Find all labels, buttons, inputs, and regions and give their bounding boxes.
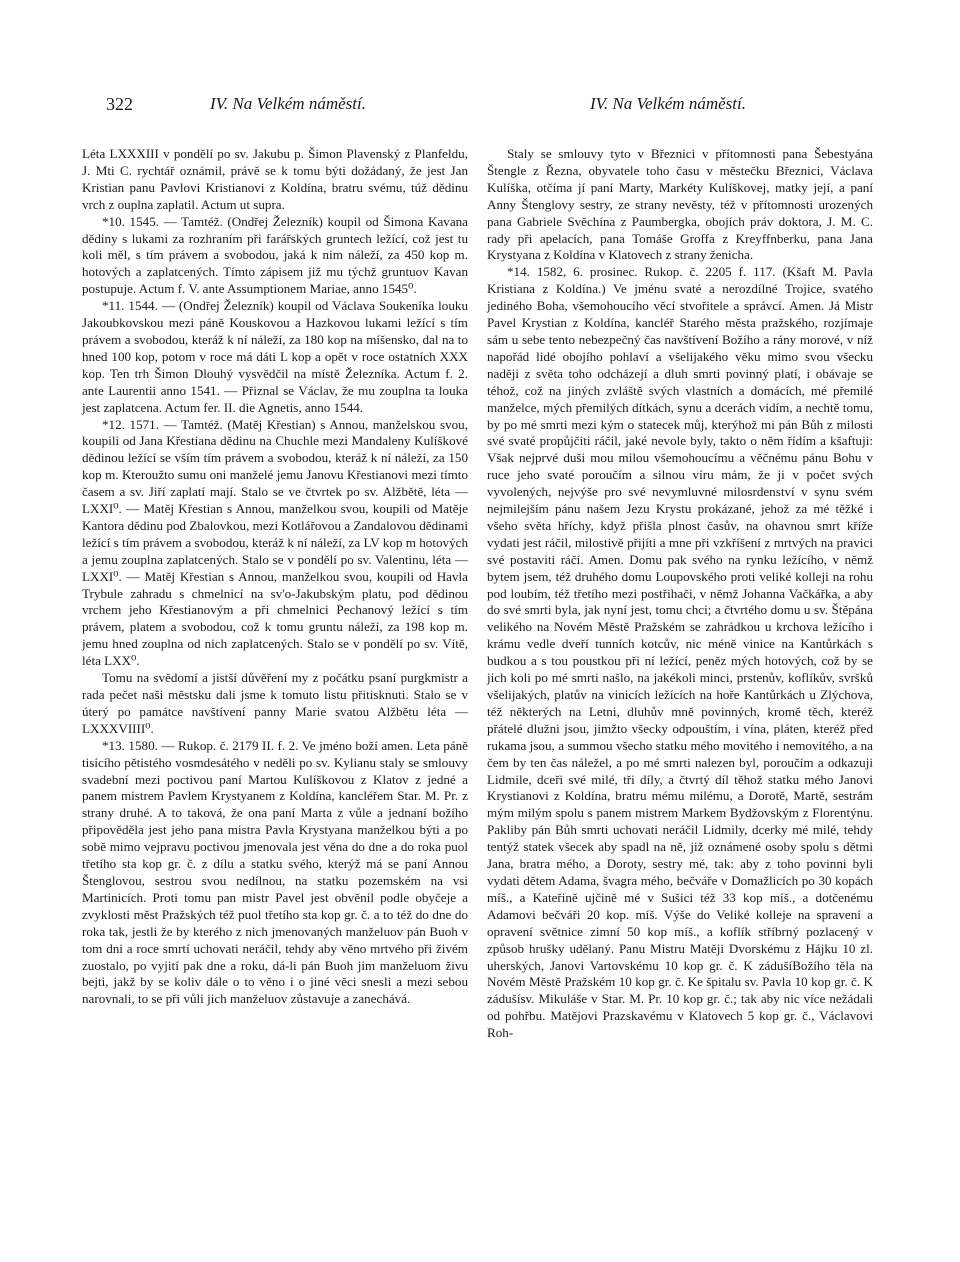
paragraph: *13. 1580. — Rukop. č. 2179 II. f. 2. Ve jméno boží amen. Leta páně tisícího pětistého vosmdesátého v neděli po sv. Kylianu staly se smlouvy svadební mezi poctivou paní Martou Kulíškovou z Klatov z jedné a panem mistrem Pavlem Krystyanem z Koldína, kancléřem Star. M. Pr. z strany druhé. A to taková, že ona paní Marta z vůle a jednaní božího připověděla jest jeho pana mistra Pavla Krystyana manželkou býti a po sobě mimo vejpravu poctivou jmenovala jest věna do dne a do roka puol třetího sta kop gr. č. z dílu a statku svého, kterýž má se paní Annou Štenglovou, sestrou svou nedílnou, na statku pozemském na vsi Martinicích. Proti tomu pan mistr Pavel jest obvěnil podle obyčeje a zvyklosti měst Pražských též puol třetího sta kop gr. č. a to též do dne do roka tak, jestli že by kterého z nich jmenovaných manželuov pán Buoh v tom dni a roce smrtí uchovati neráčil, tehdy aby věno mrtvého při živém zuostalo, po vyjití pak dne a roku, dá-li pán Buoh jim manželuom živu bejti, jakž by se koliv dále o to věno i o jiné věci snesli a mezi sebou narovnali, to se při vůli jich manželuov zůstavuje a zanechává. <box>82 737 468 1007</box>
page-number: 322 <box>106 94 133 114</box>
paragraph: Tomu na svědomí a jistší důvěření my z počátku psaní purgkmistr a rada pečet naši městsku dali jsme k tomuto listu přitisknuti. Stalo se v úterý po památce navštívení panny Marie svatou Alžbětu léta — LXXXVIIII⁰. <box>82 670 468 736</box>
paragraph: *12. 1571. — Tamtéž. (Matěj Křestian) s Annou, manželskou svou, koupili od Jana Křestiana dědinu na Chuchle mezi Mandaleny Kulíškové dědinou ležící se vším tím právem a svobodou, kteráž k ní náleží, za 150 kop m. Kteroužto sumu oni manželé jemu Janovu Křestianovi mezi tímto časem a sv. Jiří zaplatí mají. Stalo se ve čtvrtek po sv. Alžbětě, léta — LXXI⁰. — Matěj Křestian s Annou, manželkou svou, koupili od Matěje Kantora dědinu pod Zbalovkou, mezi Kotlářovou a Zandalovou dědinami ležící s tím právem a svobodou, kteráž k ní náleží, za LV kop m hotových a jemu zouplna zaplatcených. Stalo se v pondělí po sv. Valentinu, léta — LXXI⁰. — Matěj Křestian s Annou, manželkou svou, koupili od Havla Trybule zahradu s chmelnicí na sv'o-Jakubským platu, pod dědinou vrchem jeho Křestianovým a při chmelnici Pechanový ležící s tím právem, platem a svobodou, což k tomu gruntu náleží, za 198 kop m. jemu hned zouplna od nich zaplatcených. Stalo se v pondělí po sv. Vítě, léta LXX⁰. <box>82 416 468 669</box>
right-column <box>487 146 873 1042</box>
paragraph: Léta LXXXIII v pondělí po sv. Jakubu p. Šimon Plavenský z Planfeldu, J. Mti C. rychtář oznámil, právě se k tomu býti dožádaný, že jest Jan Kristian panu Pavlovi Kristianovi z Koldína, bratru svému, túž dědinu vrch z ouplna zaplatil. Actum ut supra. <box>82 146 468 212</box>
paragraph: Staly se smlouvy tyto v Březnici v přítomnosti pana Šebestyána Štengle z Řezna, obyvatele toho času v městečku Březnici, Václava Kulíška, otčíma jí paní Marty, Markéty Kulíškovej, matky její, a paní Anny Štenglovy sestry, ze strany nevěsty, též v přítomnosti urozených pana Gabriele Svěchína z Paumbergka, obojích práv doktora, J. M. C. rady při apelacích, pana Tomáše Groffa z Kreyffnberku, pana Jana Krystyana z Koldína v Klatovech z strany ženicha. <box>487 146 873 263</box>
left-column <box>82 146 468 1008</box>
running-head-right: IV. Na Velkém náměstí. <box>590 94 746 113</box>
paragraph: *11. 1544. — (Ondřej Železník) koupil od Václava Soukeníka louku Jakoubkovskou mezi páně Kouskovou a Hazkovou lukami ležící s tím právem a svobodou, kteráž k ní náleží, za 180 kop na míšensko, dal na to hned 100 kop, potom v roce má dáti L kop a opět v roce ostatních XXX kop. Ten trh Šimon Dlouhý vysvědčil na místě Železníka. Actum f. 2. ante Laurentii anno 1541. — Přiznal se Václav, že mu zouplna ta louka jest zaplatcena. Actum fer. II. die Agnetis, anno 1544. <box>82 298 468 415</box>
paragraph: *10. 1545. — Tamtéž. (Ondřej Železník) koupil od Šimona Kavana dědiny s lukami za rozhraním při farářských gruntech ležící, což jest tu koli měl, s tím právem a svobodou, jaká k nim náleží, za 450 kop m. hotových a zaplatcených. Tímto zápisem již mu týchž gruntuov Kavan postupuje. Actum f. V. ante Assumptionem Mariae, anno 1545⁰. <box>82 213 468 297</box>
paragraph: *14. 1582, 6. prosinec. Rukop. č. 2205 f. 117. (Kšaft M. Pavla Kristiana z Koldína.) Ve jménu svaté a nerozdílné Trojice, svatého jediného Boha, všemohoucího věcí stvořitele a správcí. Amen. Já Mistr Pavel Krystian z Koldína, kancléř Starého města pražského, rozjímaje sám u sebe tento nebezpečný čas navštívení Božího a rány morové, v níž napořád lidé obojího pohlaví a všelijakého věku mimo svou všecku naději z světa toho odcházejí a dluh smrti povinný platí, i obávaje se téhož, což na jiných zvláště svých vlastních a domácích, mé přemilé manželce, mých přemilých dítkách, synu a dcerách vidím, a nechtě tomu, by po mé smrti mezi kým o statecek můj, kterýhož mi pán Bůh z milosti své svaté propůjčiti ráčil, jaké nevole byly, takto o něm řídím a kšaftuji: Však nejprvé duši mou milou všemohoucímu a věčnému pánu Bohu v ruce jeho svaté poroučím a silnou víru mám, že ji v počet svých vyvolených, nejvýše pro své nevymluvné milosrdenství v synu svém nejmilejším pánu našem Jezu Krystu prokázané, jehož za mé těžké i všeho světa hříchy, když přišla plnost časův, na ohavnou smrt kříže vydati jest ráčil, milostivě přijíti a mne při vzkříšení z mrtvých na pravici své postaviti ráčí. Amen. Domu pak svého na rynku ležícího, v němž bytem jsem, též druhého domu Loupovského proti veliké kolleji na rohu pod loubím, též třetího mezi postřihači, v němž Johanna Vačkářka, a aby do své smrti byla, jak nyní jest, tomu chci; a čtvrtého domu u sv. Štěpána velikého na Novém Městě Pražském se zahrádkou u krchova ležícího i krámu vedle dveří tunních kotcův, nic méně vinice na Kantůrkách s budkou a s tou poustkou při ní ležící, peněz mých hotových, což by se jich koli po mé smrti našlo, na jakékoli minci, prstenův, koflíkův, svršků všelijakých, platův na vinicích ležících na hoře Kantůrkách u Zlýchova, též některých na Letni, dluhův mně povinných, kromě těch, kteréž přátelé dlužni jsou, jimžto všecky odpouštím, i vína, pláten, kteréž před rukama jsou, a summou všecho statku mého movitého i nemovitého, a na čem by ten čas náležel, a po mé smrti nalezen byl, poroučím a odkazuji Lidmile, dceři své milé, tři díly, a čtvrtý díl těhož statku mého Janovi Krystianovi z Koldína, bratru mému milému, a Dorotě, Martě, sestrám mým milým spolu s panem mistrem Markem Bydžovským z Florentýnu. Pakliby pán Bůh smrti uchovati neráčil Lidmily, dcerky mé milé, tehdy tentýž statek všecek aby spadl na ně, již oznámené osoby spolu s dětmi Jana, bratra mého, a Doroty, sestry mé, tak: aby z toho povinni byli vydati dětem Adama, švagra mého, bečváře v Domažlicích po 30 kopách míš., a Kateřině ujčině mé v Sušici též 33 kop míš., a dotčenému Adamovi bečváři 20 kop. míš. Výše do Veliké kolleje na spravení a opravení světnice zimní 50 kop míš., a koflík stříbrný pozlacený v způsob hrušky udělaný. Panu Mistru Matěji Dvorskému z Hájku 10 zl. uherských, Janovi Vartovskému 10 kop gr. č. K zádušíBožího těla na Novém Městě Pražském 10 kop gr. č. Ke špitalu sv. Pavla 10 kop gr. č. K zádušísv. Mikuláše v Star. M. Pr. 10 kop gr. č.; tak aby nic více nežádali od pohřbu. Matějovi Prazskavému v Klatovech 5 kop gr. č., Václavovi Roh- <box>487 264 873 1041</box>
running-head-left: IV. Na Velkém náměstí. <box>210 94 366 113</box>
